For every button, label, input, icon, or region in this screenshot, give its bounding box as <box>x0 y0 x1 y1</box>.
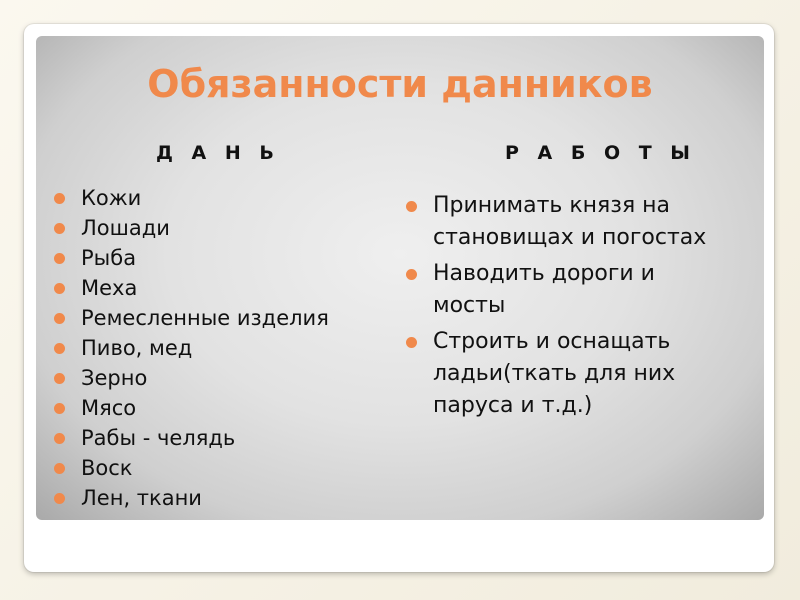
circle-bullet-icon <box>54 463 65 474</box>
list-item <box>52 303 329 333</box>
list-item-label: Ремесленные изделия <box>81 306 329 330</box>
circle-bullet-icon <box>54 193 65 204</box>
list-item-label: Зерно <box>81 366 148 390</box>
list-item <box>52 453 329 483</box>
tribute-list <box>52 183 329 513</box>
list-item-label: Лошади <box>81 216 170 240</box>
circle-bullet-icon <box>54 223 65 234</box>
list-item <box>404 190 734 254</box>
list-item <box>52 273 329 303</box>
circle-bullet-icon <box>54 433 65 444</box>
list-item <box>404 258 734 322</box>
list-item <box>52 333 329 363</box>
list-item-label: Лен, ткани <box>81 486 202 510</box>
list-item <box>52 363 329 393</box>
circle-bullet-icon <box>406 337 417 348</box>
list-item <box>52 243 329 273</box>
list-item-label: Пиво, мед <box>81 336 193 360</box>
circle-bullet-icon <box>406 269 417 280</box>
slide-title: Обязанности данников <box>147 62 653 106</box>
circle-bullet-icon <box>54 343 65 354</box>
list-item-label: Кожи <box>81 186 142 210</box>
circle-bullet-icon <box>54 313 65 324</box>
circle-bullet-icon <box>54 253 65 264</box>
circle-bullet-icon <box>54 403 65 414</box>
list-item-label: Наводить дороги и мосты <box>433 261 655 318</box>
tribute-heading: Д А Н Ь <box>156 142 280 164</box>
circle-bullet-icon <box>406 201 417 212</box>
list-item <box>52 423 329 453</box>
list-item <box>52 213 329 243</box>
works-list <box>404 190 734 426</box>
list-item-label: Строить и оснащать ладьи(ткать для них паруса и т.д.) <box>433 329 676 418</box>
circle-bullet-icon <box>54 283 65 294</box>
list-item <box>404 326 734 422</box>
list-item <box>52 183 329 213</box>
list-item-label: Мясо <box>81 396 137 420</box>
list-item <box>52 393 329 423</box>
circle-bullet-icon <box>54 493 65 504</box>
list-item <box>52 483 329 513</box>
list-item-label: Воск <box>81 456 133 480</box>
works-heading: Р А Б О Т Ы <box>505 142 696 164</box>
list-item-label: Рабы - челядь <box>81 426 236 450</box>
list-item-label: Принимать князя на становищах и погостах <box>433 193 707 250</box>
list-item-label: Рыба <box>81 246 137 270</box>
circle-bullet-icon <box>54 373 65 384</box>
list-item-label: Меха <box>81 276 138 300</box>
